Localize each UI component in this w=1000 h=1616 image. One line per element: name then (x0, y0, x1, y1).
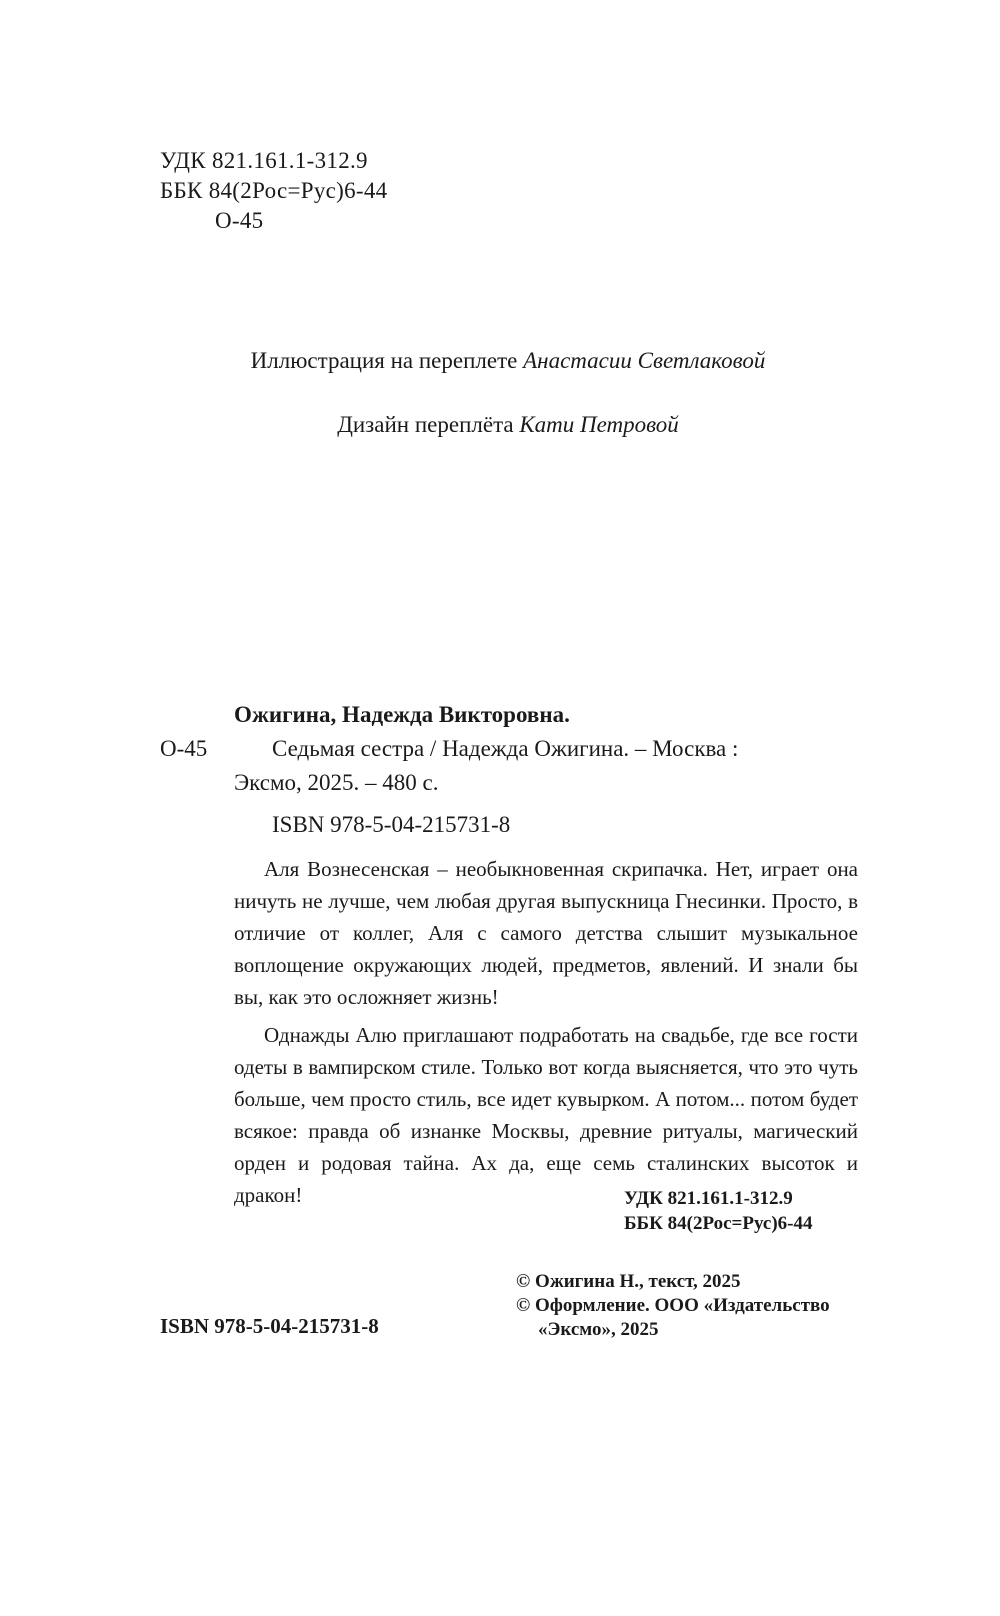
annotation-paragraph-1 (234, 853, 858, 1013)
bottom-udk: УДК 821.161.1-312.9 (624, 1188, 793, 1209)
illustrator-name: Анастасии Светлаковой (523, 348, 766, 373)
udk-code: УДК 821.161.1-312.9 (160, 148, 368, 173)
title-line-2: Эксмо, 2025. – 480 с. (234, 770, 439, 795)
bottom-bbk: ББК 84(2Рос=Рус)6-44 (624, 1213, 813, 1234)
author-heading: Ожигина, Надежда Викторовна. (234, 702, 570, 727)
annotation-text-2: Однажды Алю приглашают подработать на свадьбе, где все гости одеты в вампирском стиле. Только вот когда выясняется, что это чуть больше, чем просто стиль, все идет кувырком. А потом... потом будет всякое: правда об изнанке Москвы, древние ритуалы, магический орден и родовая тайна. Ах да, еще семь сталинских высоток и дракон! (234, 1023, 858, 1207)
designer-name: Кати Петровой (519, 412, 679, 437)
card-author-sign: О-45 (160, 736, 208, 761)
copyright-design: © Оформление. ООО «Издательство (516, 1295, 830, 1316)
copyright-publisher: «Эксмо», 2025 (538, 1319, 659, 1340)
bottom-isbn: ISBN 978-5-04-215731-8 (160, 1314, 379, 1338)
design-label: Дизайн переплёта (337, 412, 514, 437)
annotation (234, 853, 858, 1211)
copyright-block (516, 1270, 830, 1342)
annotation-text-1: Аля Вознесенская – необыкновенная скрипачка. Нет, играет она ничуть не лучше, чем любая другая выпускница Гнесинки. Просто, в отличие от коллег, Аля с самого детства слышит музыкальное воплощение окружающих людей, предметов, явлений. И знали бы вы, как это осложняет жизнь! (234, 857, 858, 1009)
bbk-code: ББК 84(2Рос=Рус)6-44 (160, 178, 388, 203)
illustration-credit (0, 346, 1000, 376)
bottom-classification (624, 1186, 812, 1236)
card-isbn: ISBN 978-5-04-215731-8 (272, 812, 511, 837)
annotation-paragraph-2 (234, 1019, 858, 1211)
title-line-1: Седьмая сестра / Надежда Ожигина. – Москва : (272, 736, 739, 761)
author-sign: О-45 (215, 208, 264, 233)
design-credit (0, 410, 1000, 440)
copyright-author: © Ожигина Н., текст, 2025 (516, 1271, 741, 1292)
illustration-label: Иллюстрация на переплете (250, 348, 518, 373)
top-classification (160, 146, 387, 236)
